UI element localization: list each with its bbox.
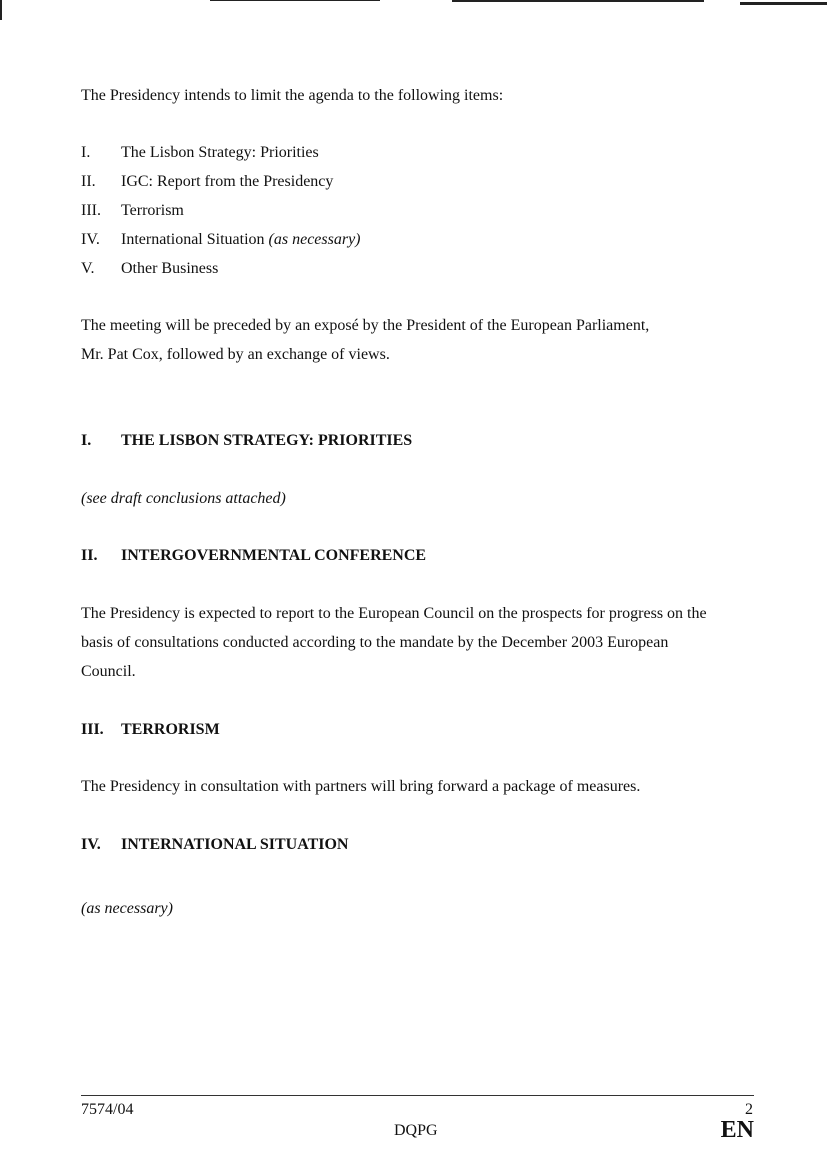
agenda-text: The Lisbon Strategy: Priorities xyxy=(121,144,319,161)
agenda-text: Other Business xyxy=(121,260,219,277)
section-number: II. xyxy=(81,547,98,564)
section-body: basis of consultations conducted according to the mandate by the December 2003 European xyxy=(81,634,669,651)
agenda-item xyxy=(81,167,333,196)
agenda-note: (as necessary) xyxy=(268,231,361,248)
preceded-line: Mr. Pat Cox, followed by an exchange of views. xyxy=(81,346,390,363)
section-number: IV. xyxy=(81,836,101,853)
preceded-line: The meeting will be preceded by an exposé by the President of the European Parliament, xyxy=(81,317,650,334)
agenda-item xyxy=(81,225,361,254)
intro-text: The Presidency intends to limit the agenda to the following items: xyxy=(81,87,504,104)
section-body: (see draft conclusions attached) xyxy=(81,490,286,507)
agenda-text: International Situation xyxy=(121,231,269,248)
section-heading xyxy=(81,432,412,450)
section-number: I. xyxy=(81,432,92,449)
language-code: EN xyxy=(720,1117,754,1143)
agenda-item xyxy=(81,196,184,225)
agenda-number: II. xyxy=(81,173,96,190)
agenda-number: I. xyxy=(81,144,91,161)
agenda-text: Terrorism xyxy=(121,202,184,219)
agenda-item xyxy=(81,254,218,283)
section-heading xyxy=(81,547,426,565)
section-title: INTERNATIONAL SITUATION xyxy=(121,836,349,853)
section-title: TERRORISM xyxy=(121,721,220,738)
section-heading xyxy=(81,721,220,739)
section-title: INTERGOVERNMENTAL CONFERENCE xyxy=(121,547,427,564)
agenda-text: IGC: Report from the Presidency xyxy=(121,173,334,190)
section-number: III. xyxy=(81,721,104,738)
agenda-number: IV. xyxy=(81,231,100,248)
section-body: Council. xyxy=(81,663,136,680)
agenda-number: III. xyxy=(81,202,101,219)
agenda-number: V. xyxy=(81,260,95,277)
section-body: The Presidency in consultation with partners will bring forward a package of measures. xyxy=(81,778,641,795)
scan-artifact-margin xyxy=(0,0,2,20)
footer-rule xyxy=(81,1095,754,1096)
document-reference: 7574/04 xyxy=(81,1101,134,1118)
section-heading xyxy=(81,836,348,854)
unit-code: DQPG xyxy=(394,1122,438,1139)
section-body: The Presidency is expected to report to the European Council on the prospects for progress on the xyxy=(81,605,707,622)
scan-artifact-line xyxy=(740,2,827,5)
section-title: THE LISBON STRATEGY: PRIORITIES xyxy=(121,432,413,449)
section-body: (as necessary) xyxy=(81,900,173,917)
scan-artifact-line xyxy=(210,0,380,1)
agenda-item xyxy=(81,138,319,167)
page-number: 2 xyxy=(745,1101,753,1118)
scan-artifact-line xyxy=(452,0,704,2)
